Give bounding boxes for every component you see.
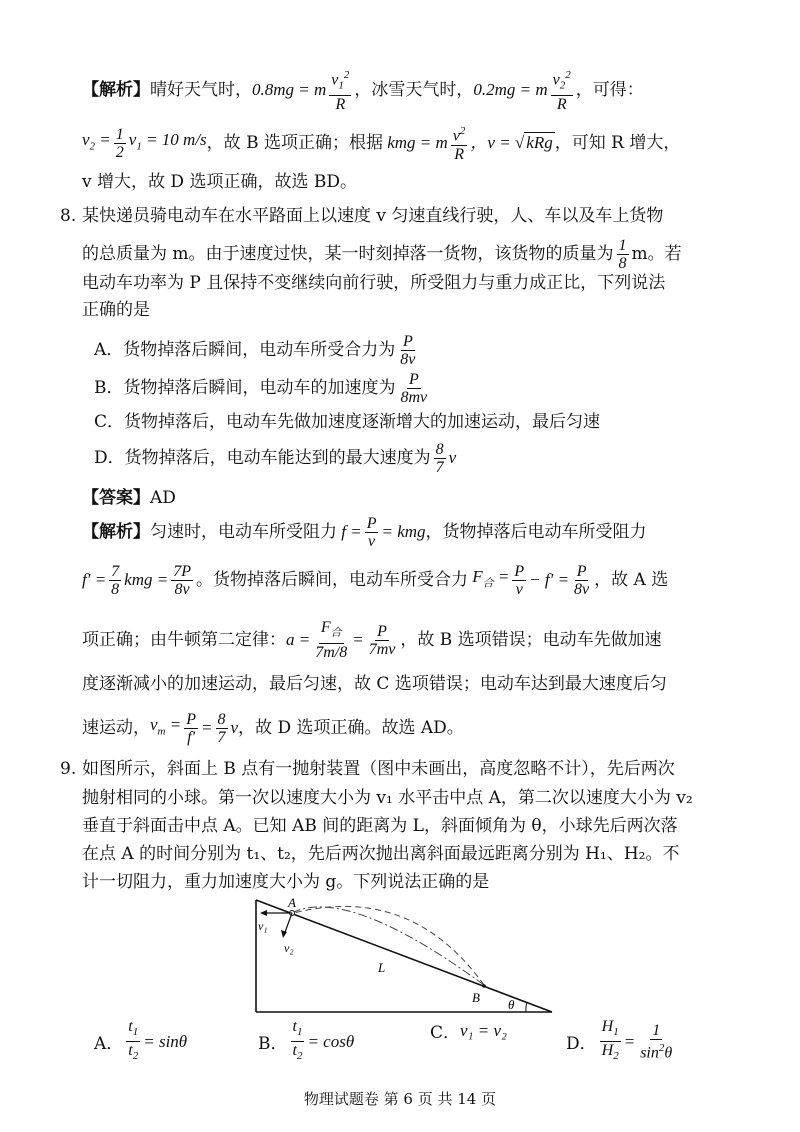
formula-text: = — [352, 630, 364, 649]
option-label: B． — [258, 1034, 288, 1055]
formula-text: f′ = — [82, 570, 107, 589]
formula-text: − f′ = — [529, 570, 570, 589]
formula-text: = kmg — [381, 522, 426, 541]
fraction: $\frac{v_2^2}{R}$ — [552, 69, 571, 113]
text: 在点 A 的时间分别为 t₁、t₂，先后两次抛出离斜面最远距离分别为 H₁、H₂。不 — [82, 844, 680, 864]
fraction: $\frac{P}{8v}$ — [400, 332, 416, 368]
formula-text: = sinθ — [143, 1031, 188, 1051]
fraction: $\frac{v_1^2}{R}$ — [331, 69, 350, 113]
formula-text: $v_1 = 10$ m/s — [128, 129, 207, 153]
q8-option-d — [94, 438, 760, 478]
answer-value: AD — [150, 488, 176, 508]
fraction: $\frac{1}{8}$ — [618, 236, 627, 272]
label-l: L — [378, 960, 386, 975]
fraction: $\frac{H_1}{H_2}$ — [601, 1018, 619, 1063]
q8-stem-line1 — [60, 196, 760, 236]
formula-text: $F_合$ = — [468, 566, 510, 590]
fraction: $\frac{7P}{8v}$ — [173, 562, 191, 598]
text: 速运动， — [82, 718, 150, 738]
fraction: $\frac{7}{8}$ — [111, 562, 120, 598]
q8-analysis-line5 — [82, 706, 760, 750]
text: ，故 D 选项正确。故选 AD。 — [238, 718, 464, 738]
fraction: $\frac{P}{f'}$ — [186, 710, 197, 746]
fraction: $\frac{1}{2}$ — [115, 125, 124, 161]
fraction: $\frac{8}{7}$ — [217, 710, 226, 746]
question-number: 8. — [60, 206, 77, 226]
text: ，故 B 选项错误；电动车先做加速 — [400, 630, 662, 650]
text: ，可得： — [575, 80, 644, 100]
fraction: $\frac{8}{7}$ — [435, 440, 444, 476]
fraction: $\frac{F_合}{7m/8}$ — [315, 619, 348, 661]
fraction: $\frac{v^2}{R}$ — [452, 125, 466, 163]
label-v1: v₁ — [258, 919, 268, 933]
option-text: D．货物掉落后，电动车能达到的最大速度为 — [94, 448, 431, 468]
analysis-tag: 【解析】 — [82, 80, 150, 100]
text: ，冰雪天气时， — [354, 80, 474, 100]
incline-figure — [240, 892, 570, 1022]
formula-text: $v_m$ = — [150, 714, 182, 738]
formula-text: kmg = — [124, 570, 169, 589]
fraction: $\frac{P}{8mv}$ — [400, 370, 428, 406]
formula-text: = — [623, 1031, 636, 1051]
v2-arrowhead — [281, 930, 287, 938]
analysis7-line1 — [82, 69, 760, 113]
q8-option-a — [94, 330, 760, 370]
page-footer: 物理试题卷 第 6 页 共 14 页 — [303, 1090, 497, 1108]
theta-arc — [526, 1002, 527, 1012]
formula-text: v₁ = v₂ — [460, 1020, 507, 1040]
text: 抛射相同的小球。第一次以速度大小为 v₁ 水平击中点 A，第二次以速度大小为 v₂ — [82, 788, 693, 808]
v1-arrowhead — [260, 910, 267, 916]
trajectory-1 — [290, 906, 484, 985]
text: ，可知 R 增大， — [554, 133, 681, 153]
sqrt-expr: √ kRg — [514, 133, 553, 152]
option-text: B．货物掉落后瞬间，电动车的加速度为 — [94, 378, 396, 398]
trajectory-2 — [294, 907, 484, 985]
text: 正确的是 — [82, 300, 150, 320]
option-label: A． — [94, 1034, 124, 1055]
text: 计一切阻力，重力加速度大小为 g。下列说法正确的是 — [82, 872, 490, 892]
text: 匀速时，电动车所受阻力 — [150, 522, 337, 542]
formula-text: = cosθ — [307, 1031, 355, 1051]
q9-option-d — [566, 1018, 677, 1065]
formula-text: ，v = — [470, 133, 515, 152]
label-a: A — [288, 895, 296, 910]
formula-text: $v_2$ = — [82, 129, 111, 153]
fraction: $\frac{P}{v}$ — [514, 562, 525, 598]
q8-analysis-line3 — [82, 615, 760, 665]
option-text: A．货物掉落后瞬间，电动车所受合力为 — [94, 340, 396, 360]
q8-option-c — [94, 402, 760, 442]
label-b: B — [472, 990, 480, 1005]
text: ，故 A 选 — [594, 570, 669, 590]
fraction: $\frac{1}{\sin^2\theta}$ — [640, 1022, 673, 1062]
option-label: D． — [566, 1034, 597, 1055]
text: ，故 B 选项正确；根据 — [206, 133, 383, 153]
q8-stem-line4 — [82, 290, 760, 330]
formula-text: v — [230, 718, 239, 737]
formula-text: a = — [286, 630, 311, 649]
q8-analysis-line4 — [82, 664, 760, 704]
analysis-tag: 【解析】 — [82, 522, 150, 542]
fraction: $\frac{P}{v}$ — [366, 514, 377, 550]
fraction: $\frac{P}{8v}$ — [574, 562, 590, 598]
q9-option-a — [94, 1018, 187, 1065]
answer-tag: 【答案】 — [82, 488, 150, 508]
formula-text: v — [448, 448, 457, 467]
question-number: 9. — [60, 759, 77, 779]
q9-option-b — [258, 1018, 354, 1065]
text: ，货物掉落后电动车所受阻力 — [425, 522, 647, 542]
option-label: C． — [430, 1023, 461, 1043]
text: v 增大，故 D 选项正确，故选 BD。 — [82, 172, 357, 192]
text: 度逐渐减小的加速运动，最后匀速，故 C 选项错误；电动车达到最大速度后匀 — [82, 674, 667, 694]
label-theta: θ — [508, 997, 515, 1012]
text: 。货物掉落后瞬间，电动车所受合力 — [196, 570, 468, 590]
text: 项正确；由牛顿第二定律： — [82, 630, 286, 650]
formula-text: f = — [337, 522, 362, 541]
option-text: C．货物掉落后，电动车先做加速度逐渐增大的加速运动，最后匀速 — [94, 412, 601, 432]
text: 晴好天气时， — [150, 80, 252, 100]
text: 电动车功率为 P 且保持不变继续向前行驶，所受阻力与重力成正比，下列说法 — [82, 273, 666, 293]
q9-option-c — [430, 1018, 507, 1043]
text: 如图所示，斜面上 B 点有一抛射装置（图中未画出，高度忽略不计），先后两次 — [82, 759, 675, 779]
fraction: $\frac{t_1}{t_2}$ — [128, 1018, 139, 1063]
fraction: $\frac{P}{7mv}$ — [368, 622, 396, 658]
q8-analysis-line1 — [82, 512, 760, 552]
fraction: $\frac{t_1}{t_2}$ — [292, 1018, 303, 1063]
label-v2: v₂ — [284, 941, 294, 955]
analysis7-line2 — [82, 123, 760, 163]
incline-surface — [256, 900, 552, 1012]
formula-text: 0.2mg = m — [473, 80, 548, 99]
point-b — [482, 984, 486, 988]
text: 的总质量为 m。由于速度过快，某一时刻掉落一货物，该货物的质量为 — [82, 244, 614, 264]
q8-analysis-line2 — [82, 560, 760, 600]
text: m。若 — [631, 244, 682, 264]
formula-text: kmg = m — [382, 133, 448, 152]
formula-text: 0.8mg = m — [252, 80, 327, 99]
text: 垂直于斜面击中点 A。已知 AB 间的距离为 L，斜面倾角为 θ，小球先后两次落 — [82, 816, 678, 836]
formula-text: = — [201, 718, 213, 737]
text: 某快递员骑电动车在水平路面上以速度 v 匀速直线行驶，人、车以及车上货物 — [82, 206, 664, 226]
